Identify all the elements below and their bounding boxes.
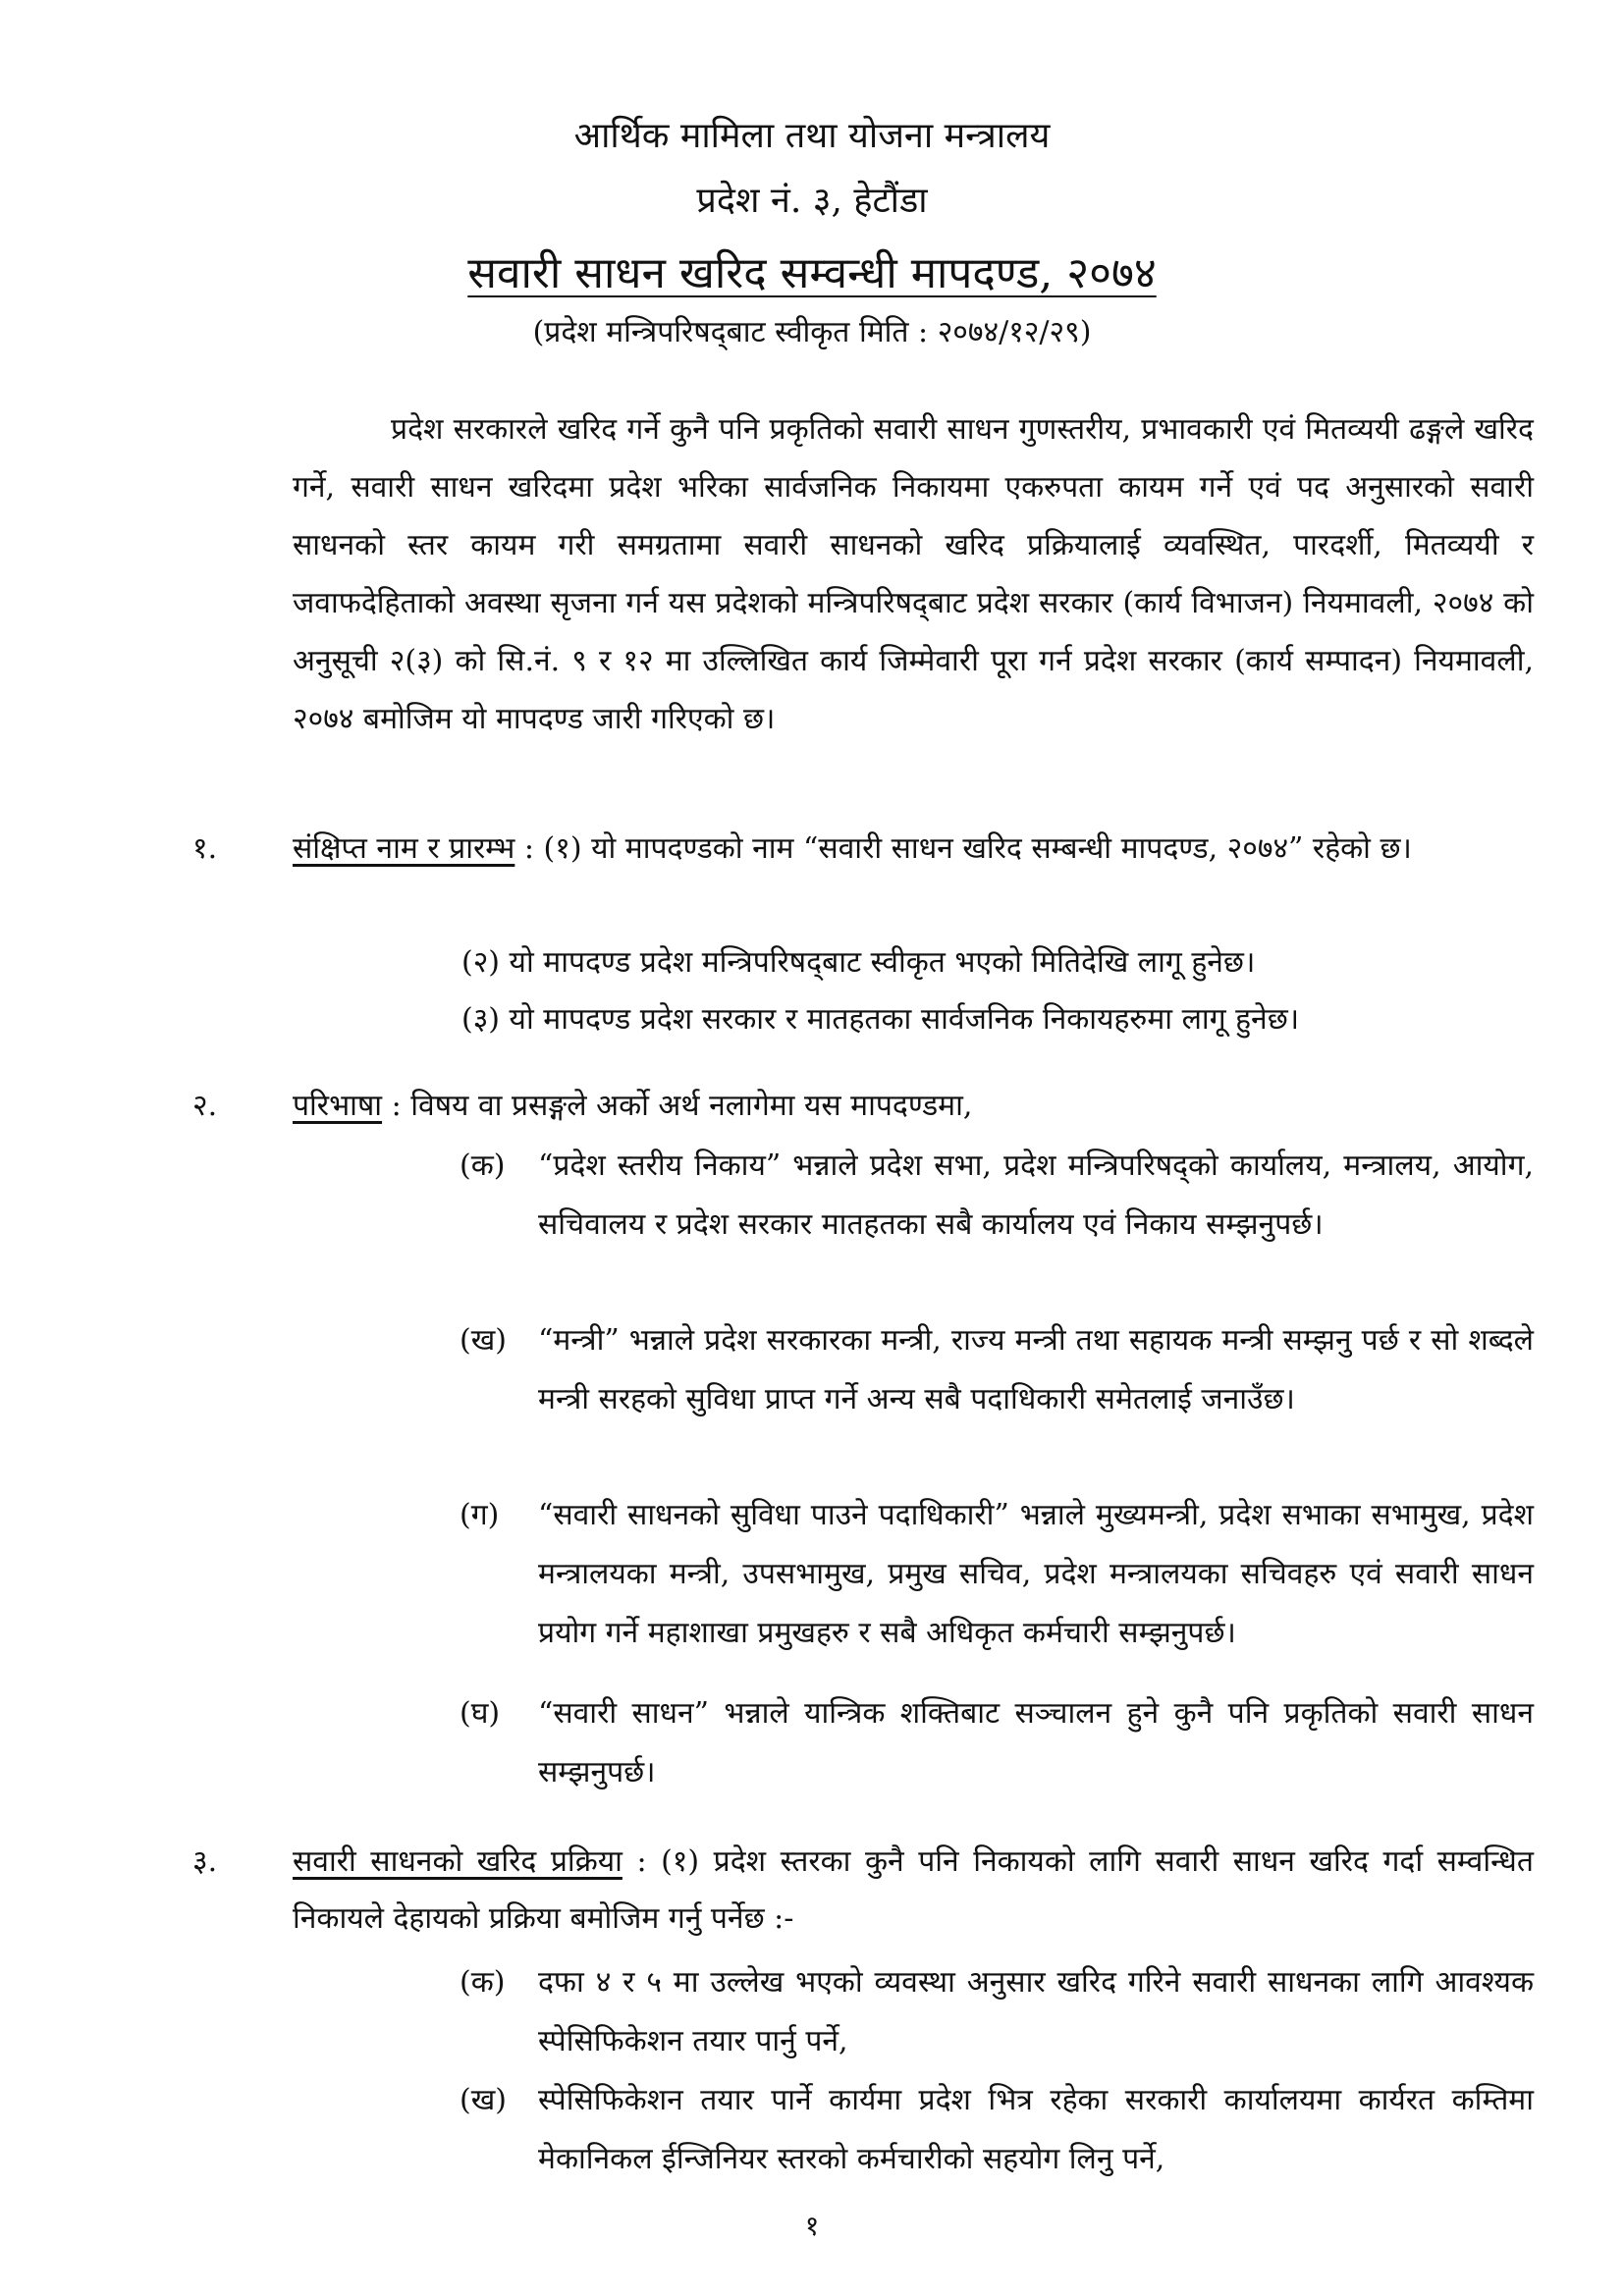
section-1-clause-3: (३) यो मापदण्ड प्रदेश सरकार र मातहतका सार्वजनिक निकायहरुमा लागू हुनेछ। bbox=[461, 1002, 1300, 1037]
approval-note: (प्रदेश मन्त्रिपरिषद्‌बाट स्वीकृत मिति : २०७४/१२/२९) bbox=[532, 315, 1092, 349]
item-text: “प्रदेश स्तरीय निकाय” भन्नाले प्रदेश सभा, प्रदेश मन्त्रिपरिषद्‌को कार्यालय, मन्त्रालय, आयोग, सचिवालय र प्रदेश सरकार मातहतका सबै कार्यालय एवं निकाय सम्झनुपर्छ। bbox=[538, 1148, 1534, 1242]
section-text: : (१) यो मापदण्डको नाम “सवारी साधन खरिद सम्बन्धी मापदण्ड, २०७४” रहेको छ। bbox=[514, 831, 1412, 866]
section-2 bbox=[192, 1078, 1534, 1135]
preamble-paragraph: प्रदेश सरकारले खरिद गर्ने कुनै पनि प्रकृतिको सवारी साधन गुणस्तरीय, प्रभावकारी एवं मितव्ययी ढङ्गले खरिद गर्ने, सवारी साधन खरिदमा प्रदेश भरिका सार्वजनिक निकायमा एकरुपता कायम गर्ने एवं पद अनुसारको सवारी साधनको स्तर कायम गरी समग्रतामा सवारी साधनको खरिद प्रक्रियालाई व्यवस्थित, पारदर्शी, मितव्ययी र जवाफदेहिताको अवस्था सृजना गर्न यस प्रदेशको मन्त्रिपरिषद्‌बाट प्रदेश सरकार (कार्य विभाजन) नियमावली, २०७४ को अनुसूची २(३) को सि.नं. ९ र १२ मा उल्लिखित कार्य जिम्मेवारी पूरा गर्न प्रदेश सरकार (कार्य सम्पादन) नियमावली, २०७४ बमोजिम यो मापदण्ड जारी गरिएको छ। bbox=[293, 412, 1534, 736]
definition-item bbox=[460, 1311, 1534, 1429]
document-title-text: सवारी साधन खरिद सम्वन्धी मापदण्ड, २०७४ bbox=[467, 248, 1157, 298]
section-3 bbox=[192, 1834, 1534, 1948]
definition-item bbox=[460, 1486, 1534, 1663]
section-title: सवारी साधनको खरिद प्रक्रिया bbox=[293, 1844, 623, 1879]
province-name: प्रदेश नं. ३, हेटौंडा bbox=[696, 181, 928, 221]
item-text: स्पेसिफिकेशन तयार पार्ने कार्यमा प्रदेश भित्र रहेका सरकारी कार्यालयमा कार्यरत कम्तिमा मेकानिकल ईन्जिनियर स्तरको कर्मचारीको सहयोग लिनु पर्ने, bbox=[538, 2083, 1534, 2176]
section-1-clause-2: (२) यो मापदण्ड प्रदेश मन्त्रिपरिषद्‌बाट स्वीकृत भएको मितिदेखि लागू हुनेछ। bbox=[461, 945, 1256, 980]
section-title: संक्षिप्त नाम र प्रारम्भ bbox=[293, 831, 515, 866]
item-marker: (ग) bbox=[460, 1498, 500, 1532]
definition-item bbox=[460, 1137, 1534, 1255]
document-title bbox=[0, 241, 1624, 300]
item-text: “मन्त्री” भन्नाले प्रदेश सरकारका मन्त्री, राज्य मन्त्री तथा सहायक मन्त्री सम्झनु पर्छ र सो शब्दले मन्त्री सरहको सुविधा प्राप्त गर्ने अन्य सबै पदाधिकारी समेतलाई जनाउँछ। bbox=[538, 1323, 1534, 1416]
procedure-item bbox=[460, 2071, 1534, 2189]
section-text: : विषय वा प्रसङ्गले अर्को अर्थ नलागेमा यस मापदण्डमा, bbox=[382, 1089, 973, 1123]
procedure-item bbox=[460, 1953, 1534, 2071]
item-text: “सवारी साधनको सुविधा पाउने पदाधिकारी” भन्नाले मुख्यमन्त्री, प्रदेश सभाका सभामुख, प्रदेश मन्त्रालयका मन्त्री, उपसभामुख, प्रमुख सचिव, प्रदेश मन्त्रालयका सचिवहरु एवं सवारी साधन प्रयोग गर्ने महाशाखा प्रमुखहरु र सबै अधिकृत कर्मचारी सम्झनुपर्छ। bbox=[538, 1498, 1534, 1650]
section-number: ३. bbox=[192, 1844, 218, 1879]
item-text: “सवारी साधन” भन्नाले यान्त्रिक शक्तिबाट सञ्चालन हुने कुनै पनि प्रकृतिको सवारी साधन सम्झनुपर्छ। bbox=[538, 1696, 1534, 1789]
item-marker: (ख) bbox=[460, 1323, 507, 1358]
section-number: २. bbox=[192, 1089, 218, 1123]
item-marker: (घ) bbox=[460, 1696, 501, 1731]
ministry-name: आर्थिक मामिला तथा योजना मन्त्रालय bbox=[573, 116, 1051, 156]
item-marker: (ख) bbox=[460, 2083, 507, 2117]
section-title: परिभाषा bbox=[293, 1089, 383, 1123]
section-1 bbox=[192, 821, 1534, 878]
section-text: : (१) प्रदेश स्तरका कुनै पनि निकायको लागि सवारी साधन खरिद गर्दा सम्वन्धित निकायले देहायको प्रक्रिया बमोजिम गर्नु पर्नेछ :- bbox=[293, 1844, 1534, 1936]
item-marker: (क) bbox=[460, 1965, 506, 2000]
item-text: दफा ४ र ५ मा उल्लेख भएको व्यवस्था अनुसार खरिद गरिने सवारी साधनका लागि आवश्यक स्पेसिफिकेशन तयार पार्नु पर्ने, bbox=[538, 1965, 1534, 2058]
page-number: १ bbox=[804, 2210, 820, 2242]
section-number: १. bbox=[192, 831, 218, 866]
definition-item bbox=[460, 1684, 1534, 1802]
item-marker: (क) bbox=[460, 1148, 506, 1183]
